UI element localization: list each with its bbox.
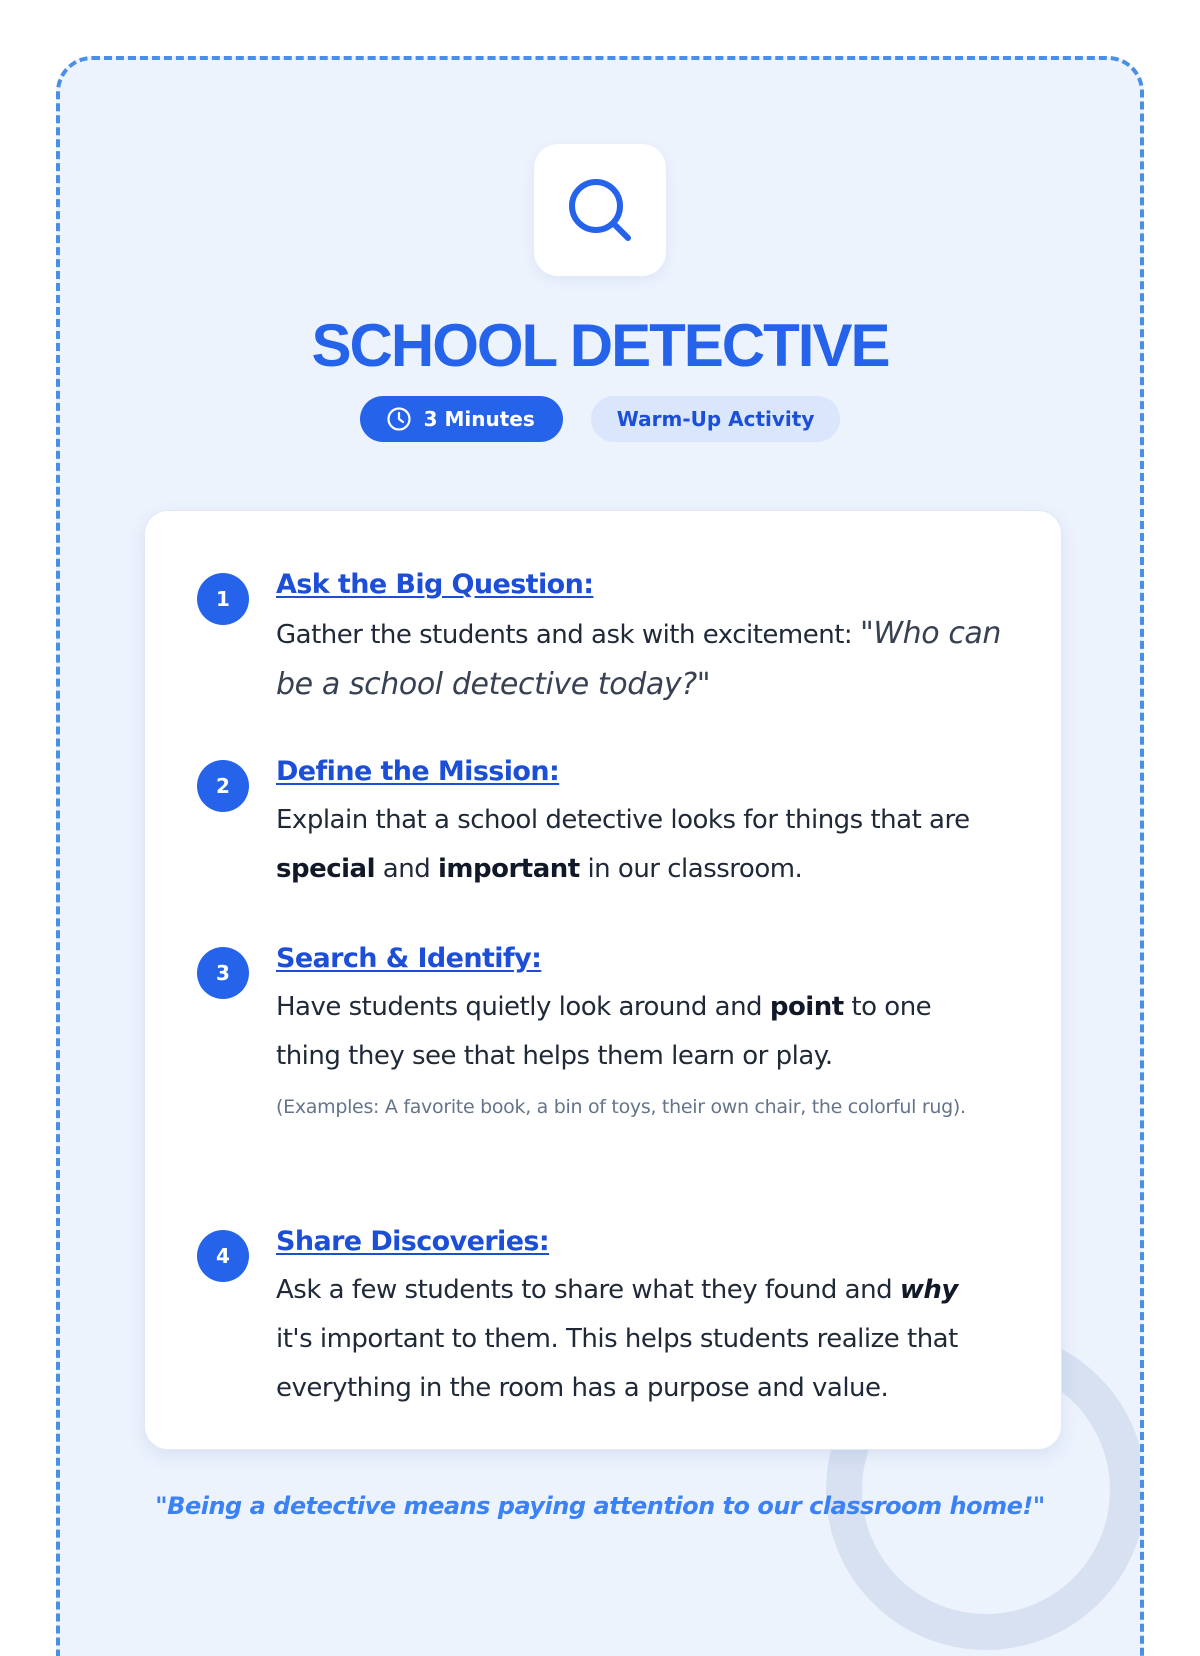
step-examples: (Examples: A favorite book, a bin of toys, their own chair, the colorful rug). [276,1096,966,1118]
page-title: SCHOOL DETECTIVE [311,312,889,379]
step-text-part: it's important to them. This helps students realize that everything in the room has a purpose and value. [276,1324,958,1403]
step-text [276,983,1001,1081]
footer-quote: "Being a detective means paying attention to our classroom home!" [155,1492,1045,1520]
step-text-part: Ask a few students to share what they found and [276,1275,900,1305]
search-icon [566,176,634,244]
step-quote: "Who can be a school detective today?" [276,616,1002,702]
step-text-part: and [375,854,438,884]
step-text-part: to one thing they see that helps them learn or play. [276,992,932,1071]
activity-card-frame [56,56,1144,1656]
instructions-card [144,510,1062,1450]
step-text [276,1266,1001,1413]
step-heading: Search & Identify: [276,943,542,974]
step-emphasis: why [899,1275,958,1305]
duration-badge [360,396,563,442]
step-heading: Ask the Big Question: [276,569,594,600]
step-bold: point [769,992,844,1022]
search-icon-tile [534,144,666,276]
step-number: 1 [197,573,249,625]
step-text-part: in our classroom. [579,854,803,884]
duration-label: 3 Minutes [423,407,535,431]
step-text-part: Gather the students and ask with excitement: [276,620,860,650]
step-text-part: Have students quietly look around and [276,992,770,1022]
activity-type-badge: Warm-Up Activity [591,396,841,442]
step-text [276,796,1001,894]
clock-icon [386,406,412,432]
step-text-part: Explain that a school detective looks for things that are [276,805,970,835]
step-number: 4 [197,1230,249,1282]
step-heading: Define the Mission: [276,756,560,787]
step-bold: important [437,854,580,884]
step-heading: Share Discoveries: [276,1226,550,1257]
tag-row [60,396,1140,442]
step-number: 2 [197,760,249,812]
step-text [276,609,1001,711]
step-bold: special [276,854,376,884]
step-number: 3 [197,947,249,999]
